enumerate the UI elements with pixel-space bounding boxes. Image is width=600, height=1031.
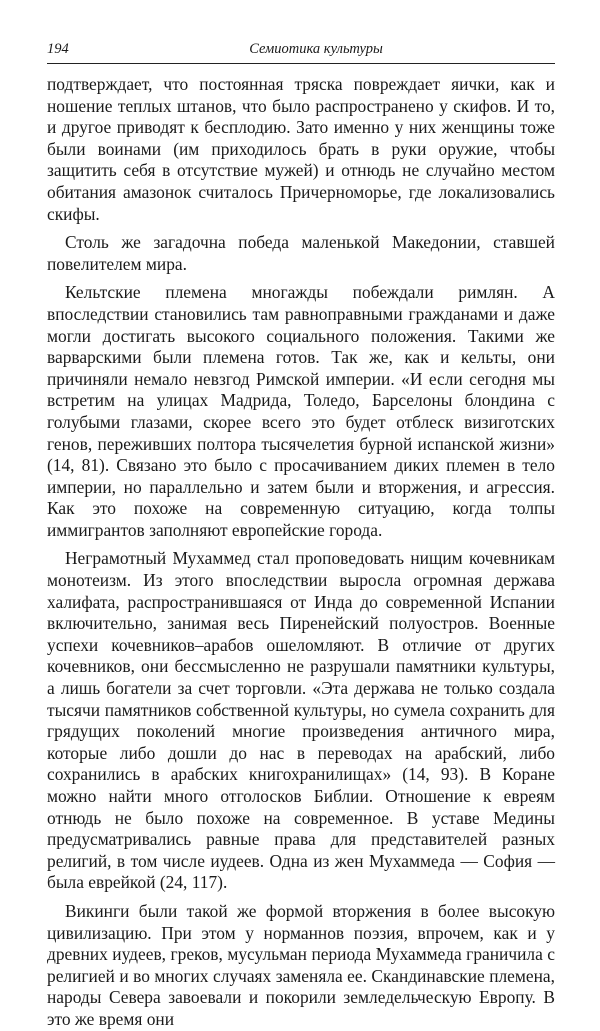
body-text (47, 74, 555, 1031)
paragraph-muhammad: Неграмотный Мухаммед стал проповедовать нищим кочевникам монотеизм. Из этого впоследствии выросла огромная держава халифата, распространившаяся от Инда до современной Испании включительно, занимая весь Пиренейский полуостров. Военные успехи кочевников–арабов ошеломляют. В отличие от других кочевников, они бессмысленно не разрушали памятники культуры, а лишь богатели за счет торговли. «Эта держава не только создала тысячи памятников собственной культуры, но сумела сохранить для грядущих поколений многие произведения античного мира, которые либо дошли до нас в переводах на арабский, либо сохранились в арабских книгохранилищах» (14, 93). В Коране можно найти много отголосков Библии. Отношение к евреям отнюдь не было похоже на современное. В уставе Медины предусматривались равные права для представителей разных религий, в том числе иудеев. Одна из жен Мухаммеда — София — была еврейкой (24, 117). (47, 548, 555, 893)
running-title: Семиотика культуры (249, 41, 383, 57)
page-number: 194 (47, 41, 69, 57)
paragraph-macedonia: Столь же загадочна победа маленькой Македонии, ставшей повелителем мира. (47, 232, 555, 274)
paragraph-vikings: Викинги были такой же формой вторжения в более высокую цивилизацию. При этом у норманнов поэзия, впрочем, как и у древних иудеев, греков, мусульман периода Мухаммеда граничила с религией и во многих случаях заменяла ее. Скандинавские племена, народы Севера завоевали и покорили земледельческую Европу. В это же время они (47, 900, 555, 1029)
paragraph-continued: подтверждает, что постоянная тряска повреждает яички, как и ношение теплых штанов, что было распространено у скифов. И то, и другое приводят к бесплодию. Зато именно у них женщины тоже были воинами (им приходилось брать в руки оружие, чтобы защитить себя в отсутствие мужей) и отнюдь не случайно местом обитания амазонок считалось Причерноморье, где локализовались скифы. (47, 74, 555, 224)
paragraph-celts: Кельтские племена многажды побеждали римлян. А впоследствии становились там равноправными гражданами и даже могли достигать высокого социального положения. Такими же варварскими были племена готов. Так же, как и кельты, они причиняли немало невзгод Римской империи. «И если сегодня мы встретим на улицах Мадрида, Толедо, Барселоны блондина с голубыми глазами, скорее всего это будет отблеск визиготских генов, переживших полтора тысячелетия бурной испанской жизни» (14, 81). Связано это было с просачиванием диких племен в тело империи, но параллельно и затем были и вторжения, и агрессия. Как это похоже на современную ситуацию, когда толпы иммигрантов заполняют европейские города. (47, 282, 555, 540)
header-rule (47, 63, 555, 64)
running-header (47, 41, 555, 63)
